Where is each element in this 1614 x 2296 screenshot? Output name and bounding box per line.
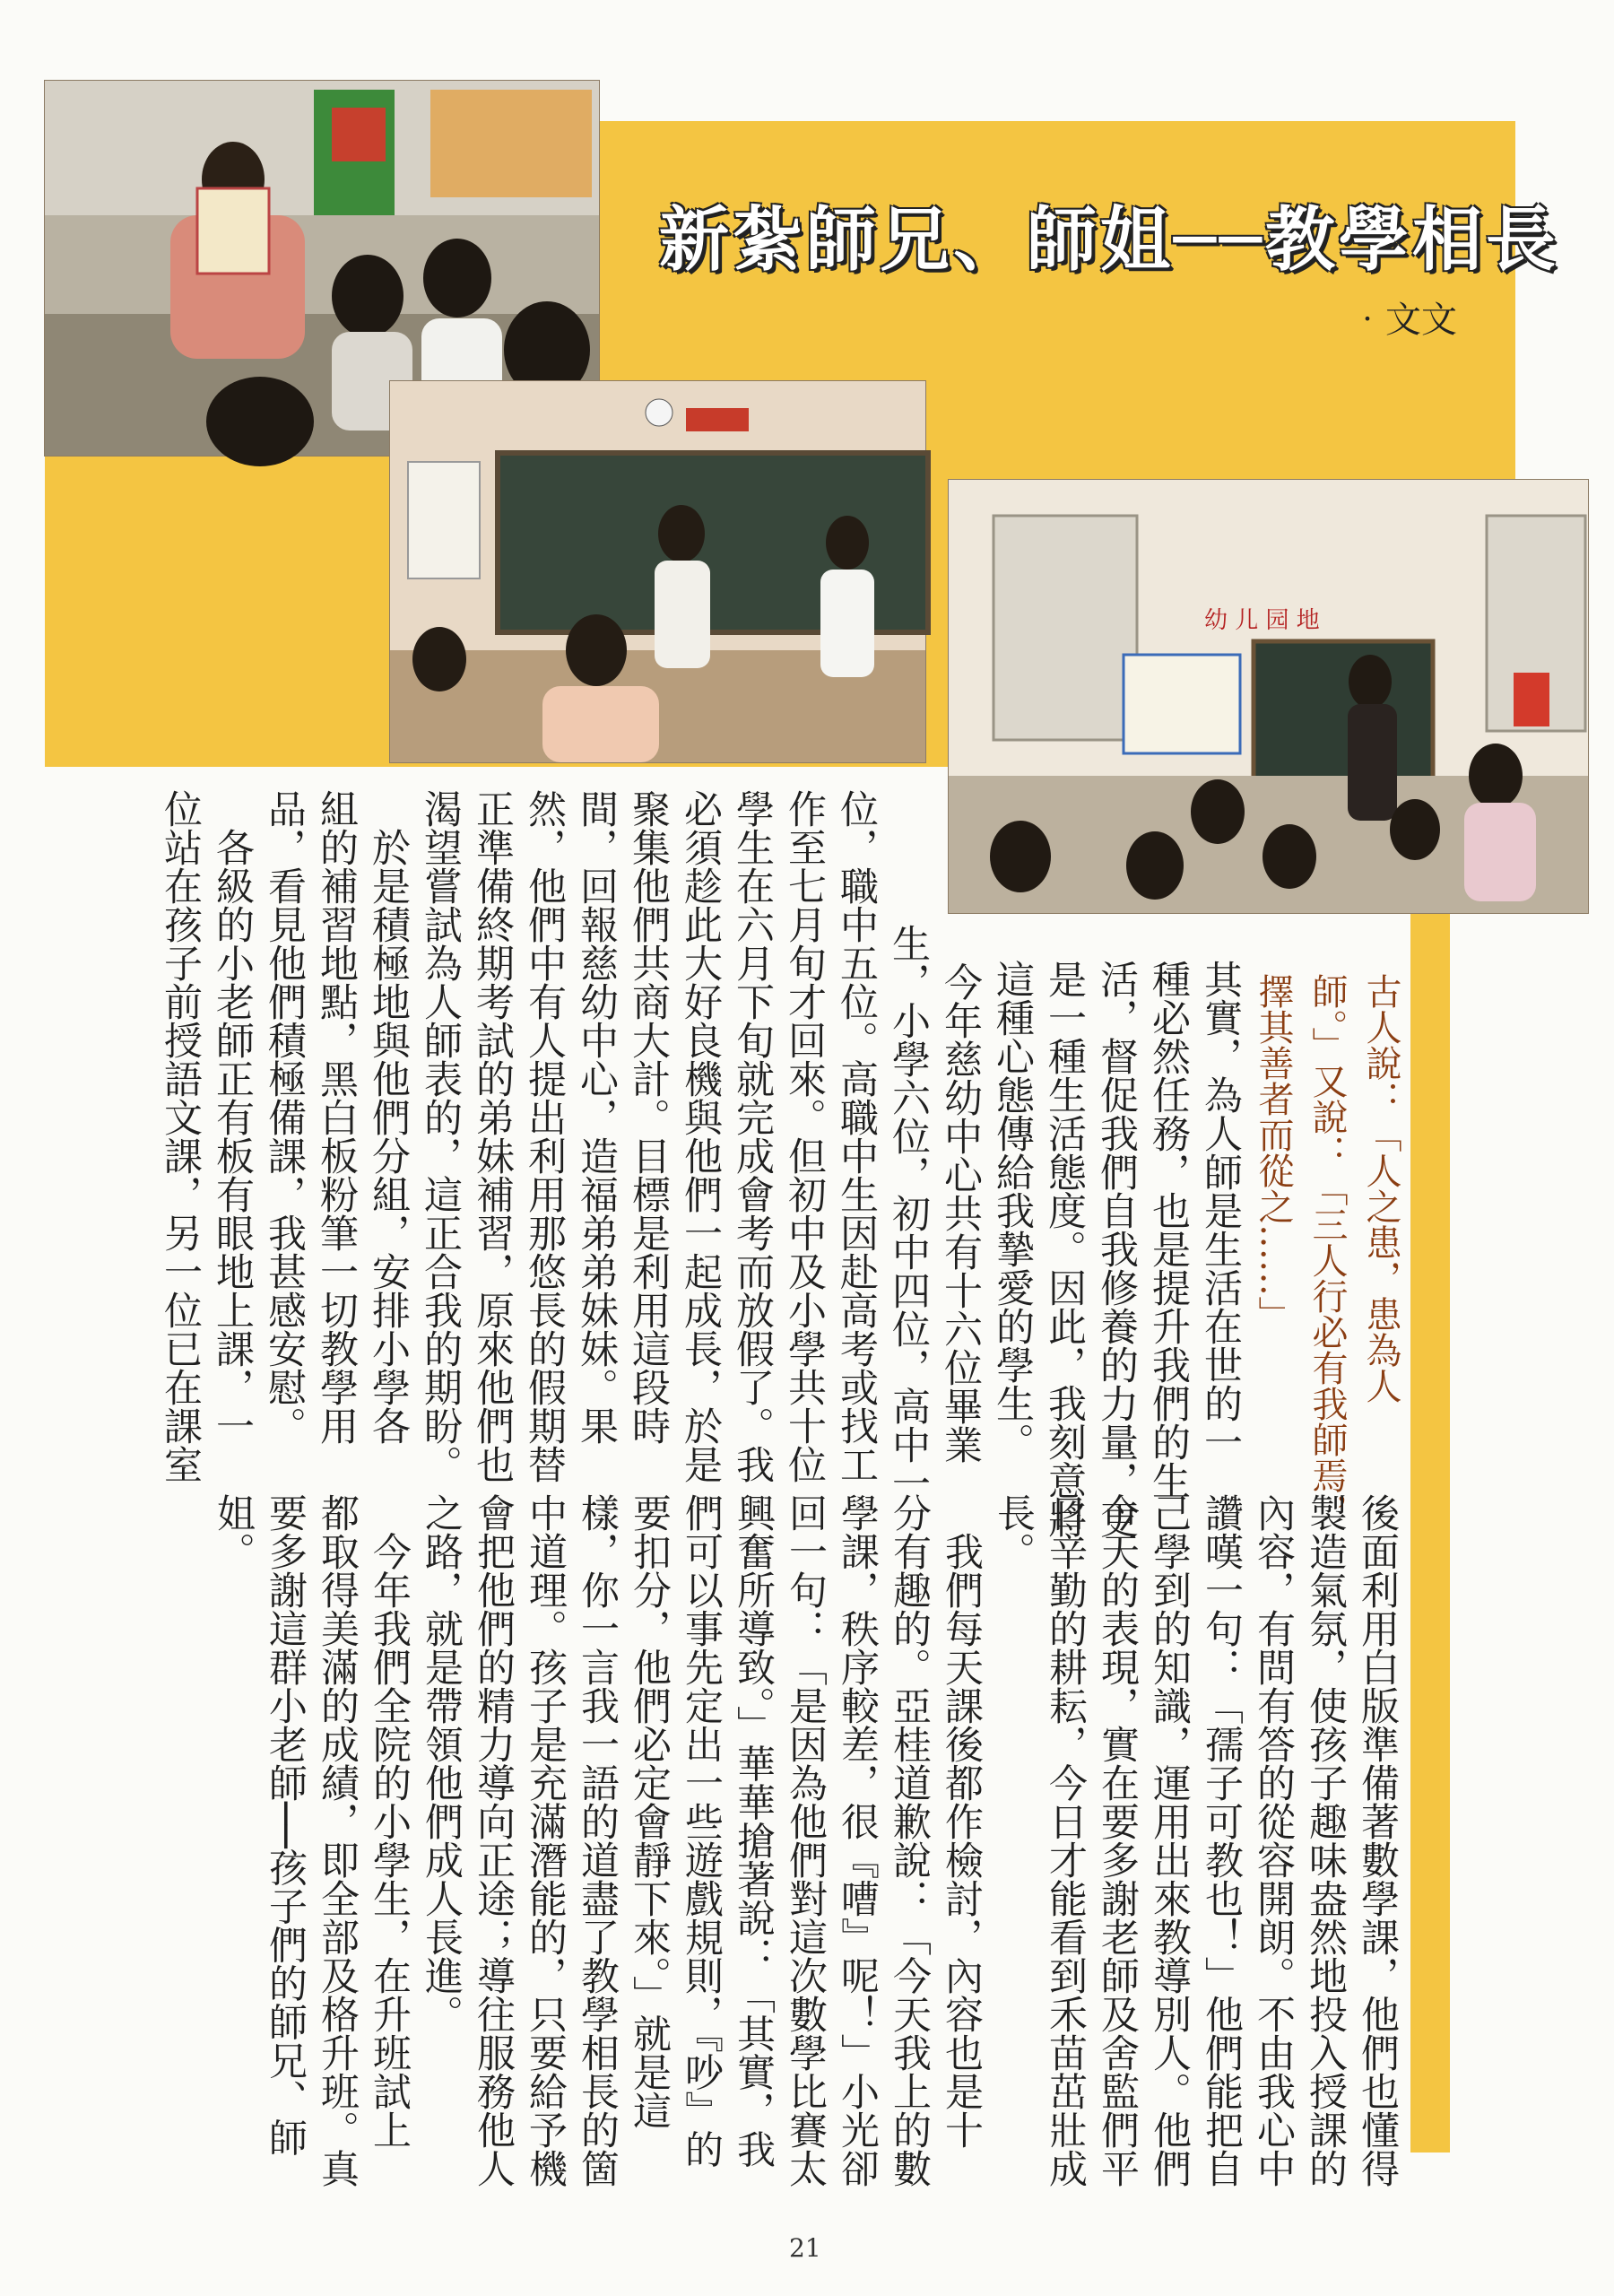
text-column: 我們每天課後都作檢討，內容也是十 [939,1493,984,2149]
text-column: 興奮所導致。」華華搶著說：「其實，我 [731,1493,776,2169]
text-column: 學生在六月下旬就完成會考而放假了。我 [730,789,775,1483]
text-column: 今年我們全院的小學生，在升班試上 [367,1493,412,2149]
text-column: 種必然任務，也是提升我們的生 [1146,960,1191,1500]
body-text-lower [211,1493,1403,2187]
yellow-side-strip [1410,767,1450,2152]
text-column: 今天的表現，實在要多謝老師及舍監們平 [1095,1493,1140,2187]
classroom-sign-text: 幼 儿 园 地 [1204,607,1320,634]
text-column: 位站在孩子前授語文課，另一位已在課室 [158,789,203,1483]
text-column: 姐。 [211,1493,256,1570]
text-column: 品，看見他們積極備課，我甚感安慰。 [262,789,307,1445]
text-column: 中道理。孩子是充滿潛能的，只要給予機 [523,1493,568,2187]
text-column: 然，他們中有人提出利用那悠長的假期替 [522,789,567,1483]
text-column: 要多謝這群小老師──孩子們的師兄、師 [263,1493,308,2157]
text-column: 回一句：「是因為他們對這次數學比賽太 [783,1493,828,2187]
text-column: 今年慈幼中心共有十六位畢業 [938,924,983,1464]
text-column: 內容，有問有答的從容開朗。不由我心中 [1251,1493,1296,2187]
text-column: 組的補習地點，黑白板粉筆一切教學用 [314,789,359,1445]
text-column: 間，回報慈幼中心，造福弟弟妹妹。果 [574,789,619,1445]
text-column: 是一種生活態度。因此，我刻意將 [1042,960,1087,1538]
pull-quote-line: 古人說：「人之患，患為人 [1360,973,1401,1404]
text-column: 己學到的知識，運用出來教導別人。他們 [1147,1493,1192,2187]
text-column: 後面利用白版準備著數學課，他們也懂得 [1355,1493,1400,2187]
text-column: 聚集他們共商大計。目標是利用這段時 [626,789,671,1445]
text-column: 位，職中五位。高職中生因赴高考或找工 [834,789,879,1483]
text-column: 們可以事先定出一些遊戲規則，『吵』的 [679,1493,724,2169]
pull-quote [1237,973,1408,1529]
text-column: 活，督促我們自我修養的力量，更 [1094,960,1139,1538]
text-column: 各級的小老師正有板有眼地上課，一 [210,789,255,1445]
body-text-upper [158,789,1246,1538]
text-column: 都取得美滿的成績，即全部及格升班。真 [315,1493,360,2187]
text-column: 正準備終期考試的弟妹補習，原來他們也 [470,789,515,1483]
photo-blackboard-lesson [390,381,925,762]
text-column: 樣，你一言我一語的道盡了教學相長的箇 [575,1493,620,2187]
pull-quote-line: 師。」又說：「三人行必有我師焉， [1306,973,1348,1529]
text-column: 要扣分，他們必定會靜下來。」就是這 [627,1493,672,2130]
text-column: 其實，為人師是生活在世的一 [1198,960,1243,1461]
text-column: 長。 [991,1493,1036,1570]
text-column: 製造氣氛，使孩子趣味盎然地投入授課的 [1303,1493,1348,2187]
text-column: 於是積極地與他們分組，安排小學各 [366,789,411,1445]
text-column: 必須趁此大好良機與他們一起成長，於是 [678,789,723,1483]
text-column: 日辛勤的耕耘，今日才能看到禾苗茁壯成 [1043,1493,1088,2187]
text-column: 這種心態傳給我摯愛的學生。 [990,960,1035,1461]
text-column: 生，小學六位，初中四位，高中一 [886,924,931,1502]
page-number: 21 [789,2233,821,2263]
text-column: 渴望嘗試為人師表的，這正合我的期盼。 [418,789,463,1483]
text-column: 會把他們的精力導向正途；導往服務他人 [471,1493,516,2187]
text-column: 作至七月旬才回來。但初中及小學共十位 [782,789,827,1483]
text-column: 讚嘆一句：「孺子可教也！」他們能把自 [1199,1493,1244,2187]
text-column: 學課，秩序較差，很『嘈』呢！」小光卻 [835,1493,880,2187]
text-column: 分有趣的。亞桂道歉說：「今天我上的數 [887,1493,932,2187]
pull-quote-line: 擇其善者而從之……」 [1253,973,1294,1332]
text-column: 之路，就是帶領他們成人長進。 [419,1493,464,2033]
article-title: 新紮師兄、師姐──教學相長 [659,199,1559,281]
author-byline: ‧文文 [1349,300,1457,341]
